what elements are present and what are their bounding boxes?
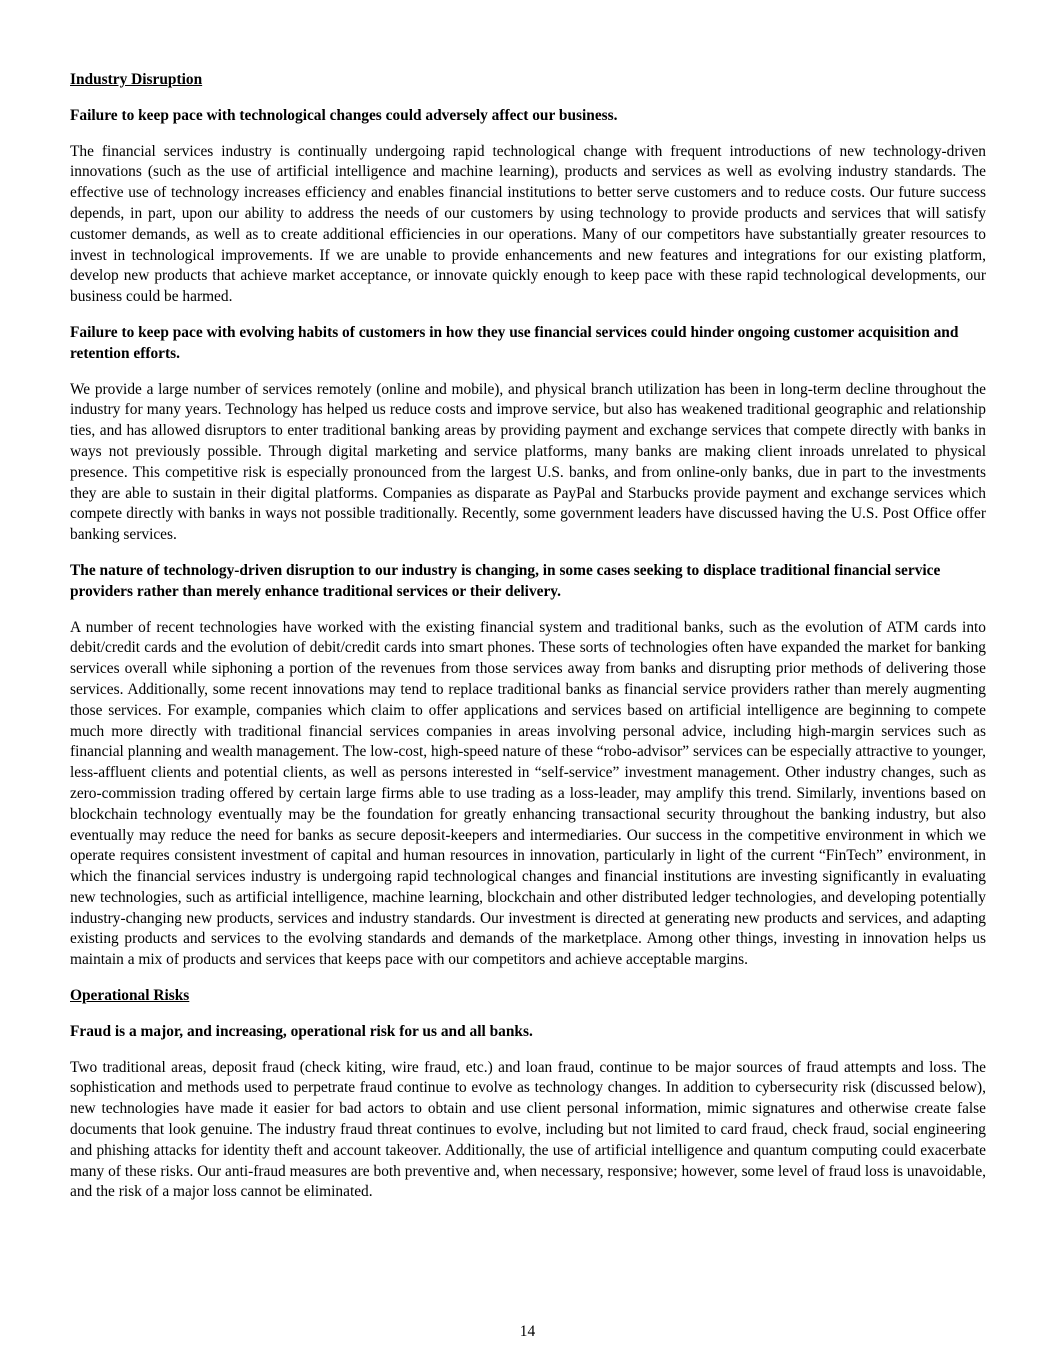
section-heading-operational-risks: Operational Risks: [70, 987, 190, 1005]
document-page: [70, 70, 986, 1203]
risk-heading-customer-habits: Failure to keep pace with evolving habits of customers in how they use financial services could hinder ongoing customer acquisition and retention efforts.: [70, 323, 959, 362]
risk-heading-fraud: Fraud is a major, and increasing, operational risk for us and all banks.: [70, 1022, 533, 1040]
paragraph-fraud: Two traditional areas, deposit fraud (check kiting, wire fraud, etc.) and loan fraud, continue to be major sources of fraud attempts and loss. The sophistication and methods used to perpetrate fraud continue to evolve as technology changes. In addition to cybersecurity risk (discussed below), new technologies have made it easier for bad actors to obtain and use client personal information, mimic signatures and otherwise create false documents that look genuine. The industry fraud threat continues to evolve, including but not limited to card fraud, check fraud, social engineering and phishing attacks for identity theft and account takeover. Additionally, the use of artificial intelligence and quantum computing could exacerbate many of these risks. Our anti-fraud measures are both preventive and, when necessary, responsive; however, some level of fraud loss is unavoidable, and the risk of a major loss cannot be eliminated.: [70, 1058, 986, 1201]
risk-heading-technology-disruption: The nature of technology-driven disruption to our industry is changing, in some cases seeking to displace traditional financial service providers rather than merely enhance traditional services or their delivery.: [70, 561, 941, 600]
page-number: 14: [519, 1323, 536, 1340]
section-heading-industry-disruption: Industry Disruption: [70, 71, 203, 88]
risk-heading-technological-changes: Failure to keep pace with technological changes could adversely affect our business.: [70, 106, 618, 124]
paragraph-technology-disruption: A number of recent technologies have worked with the existing financial system and traditional banks, such as the evolution of ATM cards into debit/credit cards and the evolution of debit/credit cards into smart phones. These sorts of technologies often have expanded the market for banking services overall while siphoning a portion of the revenues from those services away from banks and disrupting prior methods of delivering those services. Additionally, some recent innovations may tend to replace traditional banks as financial service providers rather than merely augmenting those services. For example, companies which claim to offer applications and services based on artificial intelligence are beginning to compete much more directly with traditional financial services companies in areas involving personal advice, including high-margin services such as financial planning and wealth management. The low-cost, high-speed nature of these “robo-advisor” services can be especially attractive to younger, less-affluent clients and potential clients, as well as persons interested in “self-service” investment management. Other industry changes, such as zero-commission trading offered by certain large firms able to use trading as a loss-leader, may amplify this trend. Similarly, inventions based on blockchain technology eventually may be the foundation for greatly enhancing transactional security throughout the banking industry, but also eventually may reduce the need for banks as secure deposit-keepers and intermediaries. Our success in the competitive environment in which we operate requires consistent investment of capital and human resources in innovation, particularly in light of the current “FinTech” environment, in which the financial services industry is undergoing rapid technological changes and financial institutions are investing significantly in evaluating new technologies, such as artificial intelligence, machine learning, blockchain and other distributed ledger technologies, and developing potentially industry-changing new products, services and industry standards. Our investment is directed at generating new products and services, and adapting existing products and services to the evolving standards and demands of the marketplace. Among other things, investing in innovation helps us maintain a mix of products and services that keeps pace with our competitors and achieve acceptable margins.: [70, 618, 986, 969]
paragraph-customer-habits: We provide a large number of services remotely (online and mobile), and physical branch utilization has been in long-term decline throughout the industry for many years. Technology has helped us reduce costs and improve service, but also has weakened traditional geographic and relationship ties, and has allowed disruptors to enter traditional banking areas by providing payment and exchange services that compete directly with banks in ways not previously possible. Through digital marketing and service platforms, many banks are making client inroads unrelated to physical presence. This competitive risk is especially pronounced from the largest U.S. banks, and from online-only banks, due in part to the investments they are able to sustain in their digital platforms. Companies as disparate as PayPal and Starbucks provide payment and exchange services which compete directly with banks in ways not possible traditionally. Recently, some government leaders have discussed having the U.S. Post Office offer banking services.: [70, 380, 986, 544]
paragraph-technological-changes: The financial services industry is continually undergoing rapid technological change with frequent introductions of new technology-driven innovations (such as the use of artificial intelligence and machine learning), products and services as well as evolving industry standards. The effective use of technology increases efficiency and enables financial institutions to better serve customers and to reduce costs. Our future success depends, in part, upon our ability to address the needs of our customers by using technology to provide products and services that will satisfy customer demands, as well as to create additional efficiencies in our operations. Many of our competitors have substantially greater resources to invest in technological improvements. If we are unable to provide enhancements and new features and integrations for our existing platform, develop new products that achieve market acceptance, or innovate quickly enough to keep pace with these rapid technological developments, our business could be harmed.: [70, 142, 986, 306]
